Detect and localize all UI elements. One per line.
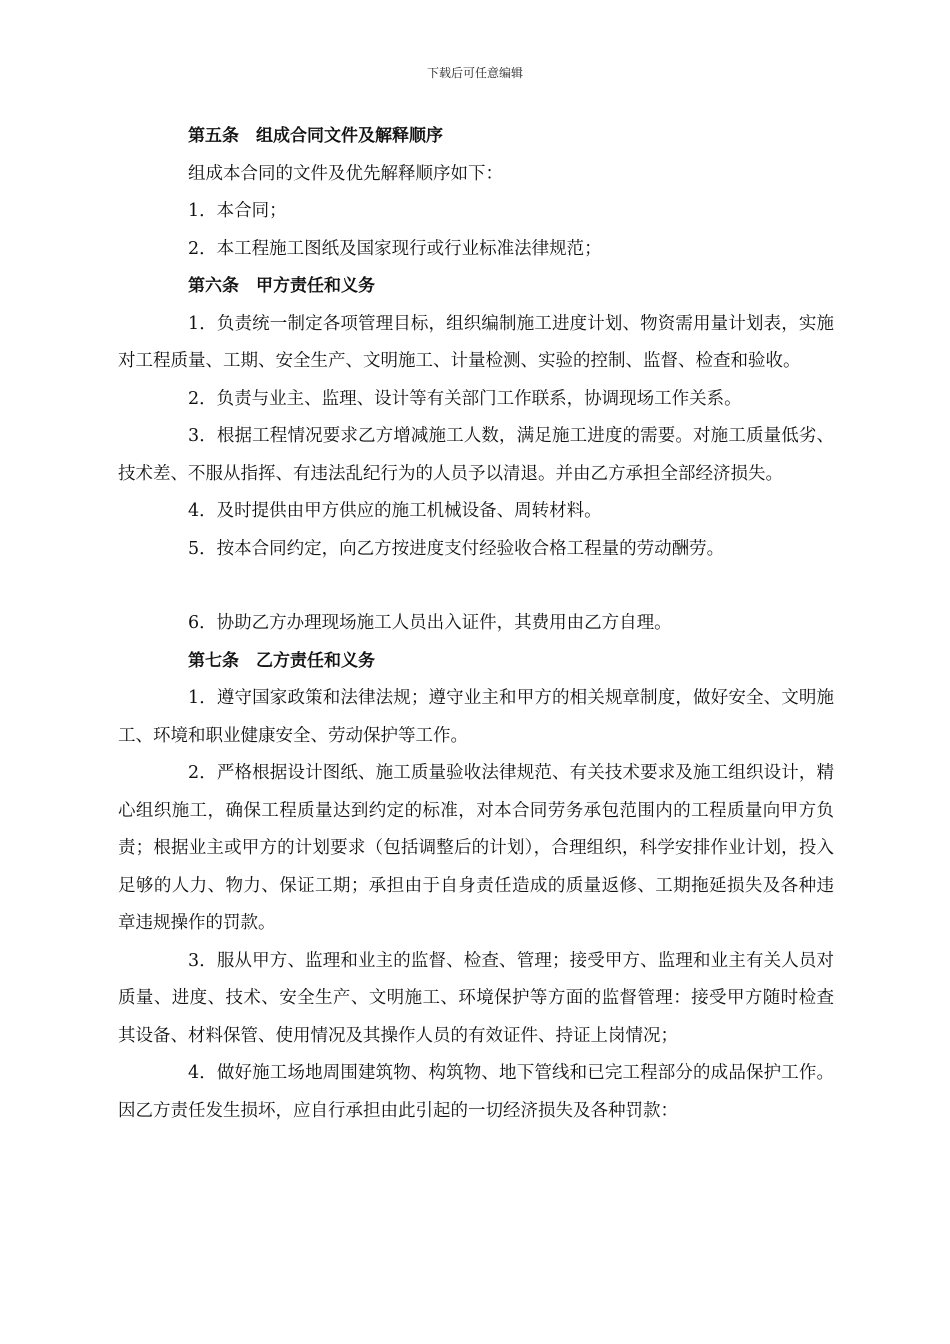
section-6-paragraph: 5．按本合同约定，向乙方按进度支付经验收合格工程量的劳动酬劳。 <box>188 538 725 559</box>
section-5-item: 1．本合同； <box>188 201 287 221</box>
section-7-paragraph: 2．严格根据设计图纸、施工质量验收法律规范、有关技术要求及施工组织设计，精心组织施工，确保工程质量达到约定的标准，对本合同劳务承包范围内的工程质量向甲方负责；根据业主或甲方的计划要求（包括调整后的计划），合理组织，科学安排作业计划，投入足够的人力、物力、保证工期；承担由于自身责任造成的质量返修、工期拖延损失及各种违章违规操作的罚款。 <box>118 763 834 933</box>
blank-line <box>118 568 834 605</box>
section-5-item: 2．本工程施工图纸及国家现行或行业标准法律规范； <box>188 238 602 259</box>
section-6-paragraph: 1．负责统一制定各项管理目标，组织编制施工进度计划、物资需用量计划表，实施对工程质量、工期、安全生产、文明施工、计量检测、实验的控制、监督、检查和验收。 <box>118 313 834 371</box>
section-7-paragraph: 1．遵守国家政策和法律法规；遵守业主和甲方的相关规章制度，做好安全、文明施工、环境和职业健康安全、劳动保护等工作。 <box>118 688 834 746</box>
section-6-paragraph: 2．负责与业主、监理、设计等有关部门工作联系，协调现场工作关系。 <box>188 388 742 409</box>
section-6-heading: 第六条 甲方责任和义务 <box>188 276 375 296</box>
section-6-paragraph: 3．根据工程情况要求乙方增减施工人数，满足施工进度的需要。对施工质量低劣、技术差、不服从指挥、有违法乱纪行为的人员予以清退。并由乙方承担全部经济损失。 <box>118 426 834 484</box>
section-7-paragraph: 3．服从甲方、监理和业主的监督、检查、管理；接受甲方、监理和业主有关人员对质量、进度、技术、安全生产、文明施工、环境保护等方面的监督管理：接受甲方随时检查其设备、材料保管、使用情况及其操作人员的有效证件、持证上岗情况； <box>118 950 834 1046</box>
section-7-paragraph: 4．做好施工场地周围建筑物、构筑物、地下管线和已完工程部分的成品保护工作。因乙方责任发生损坏，应自行承担由此引起的一切经济损失及各种罚款： <box>118 1063 834 1121</box>
section-6-paragraph: 4．及时提供由甲方供应的施工机械设备、周转材料。 <box>188 501 602 521</box>
section-5-heading: 第五条 组成合同文件及解释顺序 <box>188 126 443 146</box>
page-header: 下载后可任意编辑 <box>426 66 523 80</box>
section-7-heading: 第七条 乙方责任和义务 <box>188 650 375 671</box>
document-body <box>118 118 834 1130</box>
section-5-intro: 组成本合同的文件及优先解释顺序如下： <box>188 163 503 184</box>
section-6-paragraph: 6．协助乙方办理现场施工人员出入证件，其费用由乙方自理。 <box>188 613 672 633</box>
